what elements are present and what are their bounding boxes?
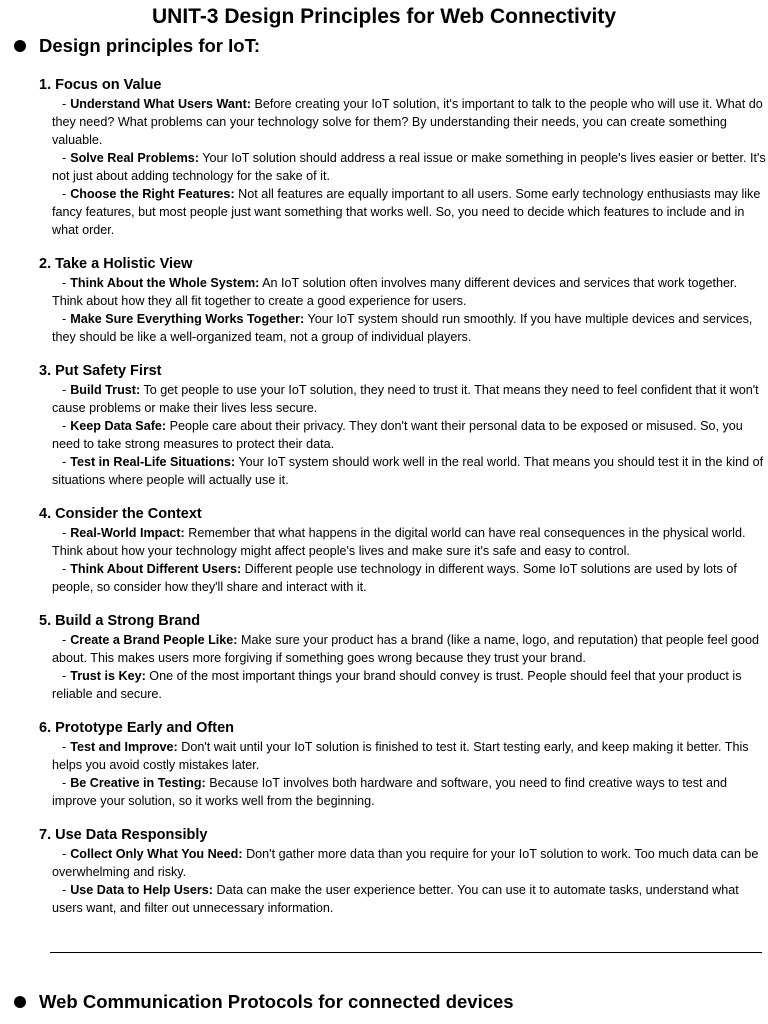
point-text: Your IoT system should work well in the real world. That means you should test it in the kind of situations where people will actually use it. bbox=[52, 455, 764, 487]
point-label: Test and Improve: bbox=[70, 740, 178, 754]
principle-point: - Be Creative in Testing: Because IoT involves both hardware and software, you need to find creative ways to test and improve your solution, so it works well from the beginning. bbox=[52, 776, 728, 808]
heading-text: Design principles for IoT: bbox=[39, 35, 260, 56]
principle-point: - Choose the Right Features: Not all features are equally important to all users. Some early technology enthusiasts may like fancy features, but most people just want something that works well. So, you need to decide which features to include and in what order. bbox=[52, 187, 761, 237]
section-heading-web-protocols bbox=[14, 990, 514, 1014]
point-label: Keep Data Safe: bbox=[70, 419, 167, 433]
point-label: Collect Only What You Need: bbox=[70, 847, 243, 861]
page-title: UNIT-3 Design Principles for Web Connectivity bbox=[151, 5, 617, 28]
principle-section bbox=[38, 76, 766, 239]
point-text: Data can make the user experience better. You can use it to automate tasks, understand what users want, and filter out unnecessary information. bbox=[52, 883, 739, 915]
point-label: Be Creative in Testing: bbox=[70, 776, 206, 790]
principle-point: - Create a Brand People Like: Make sure your product has a brand (like a name, logo, and reputation) that people feel good about. This makes users more forgiving if something goes wrong because they trust your brand. bbox=[52, 633, 760, 665]
point-label: Make Sure Everything Works Together: bbox=[70, 312, 305, 326]
principle-section bbox=[38, 362, 766, 489]
principle-section bbox=[38, 719, 766, 810]
principle-point: - Build Trust: To get people to use your IoT solution, they need to trust it. That means they need to feel confident that it won't cause problems or make their lives less secure. bbox=[52, 383, 759, 415]
point-text: Don't wait until your IoT solution is finished to test it. Start testing early, and keep making it better. This helps you avoid costly mistakes later. bbox=[52, 740, 749, 772]
principle-title: 5. Build a Strong Brand bbox=[39, 613, 201, 629]
point-label: Create a Brand People Like: bbox=[70, 633, 238, 647]
principle-point: - Think About the Whole System: An IoT solution often involves many different devices and services that work together. Think about how they all fit together to create a good experience for users. bbox=[52, 276, 738, 308]
point-text: To get people to use your IoT solution, they need to trust it. That means they need to feel confident that it won't cause problems or make their lives less secure. bbox=[52, 383, 759, 415]
principle-point: - Keep Data Safe: People care about their privacy. They don't want their personal data to be exposed or misused. So, you need to take strong measures to protect their data. bbox=[52, 419, 743, 451]
point-text: Don't gather more data than you require for your IoT solution to work. Too much data can be overwhelming and risky. bbox=[52, 847, 759, 879]
point-label: Think About the Whole System: bbox=[70, 276, 260, 290]
principle-point: - Collect Only What You Need: Don't gather more data than you require for your IoT solution to work. Too much data can be overwhelming and risky. bbox=[52, 847, 759, 879]
point-text: Remember that what happens in the digital world can have real consequences in the physical world. Think about how your technology might affect people's lives and make sure it's safe and easy to control. bbox=[52, 526, 746, 558]
principle-point: - Understand What Users Want: Before creating your IoT solution, it's important to talk to the people who will use it. What do they need? What problems can your technology solve for them? By understanding their needs, you can create something valuable. bbox=[52, 97, 763, 147]
point-text: Because IoT involves both hardware and software, you need to find creative ways to test and improve your solution, so it works well from the beginning. bbox=[52, 776, 728, 808]
section-divider bbox=[50, 952, 762, 953]
point-text: Different people use technology in different ways. Some IoT solutions are used by lots of people, so consider how they'll share and interact with it. bbox=[52, 562, 737, 594]
bullet-icon bbox=[14, 996, 26, 1008]
principle-title: 6. Prototype Early and Often bbox=[39, 720, 234, 736]
principle-point: - Solve Real Problems: Your IoT solution should address a real issue or make something in people's lives easier or better. It's not just about adding technology for the sake of it. bbox=[52, 151, 766, 183]
principle-title: 4. Consider the Context bbox=[39, 506, 202, 522]
point-label: Choose the Right Features: bbox=[70, 187, 235, 201]
point-label: Test in Real-Life Situations: bbox=[70, 455, 236, 469]
bullet-icon bbox=[14, 40, 26, 52]
point-text: An IoT solution often involves many different devices and services that work together. Think about how they all fit together to create a good experience for users. bbox=[52, 276, 738, 308]
principle-point: - Think About Different Users: Different people use technology in different ways. Some IoT solutions are used by lots of people, so consider how they'll share and interact with it. bbox=[52, 562, 737, 594]
principle-title: 2. Take a Holistic View bbox=[39, 256, 193, 272]
principle-point: - Use Data to Help Users: Data can make the user experience better. You can use it to automate tasks, understand what users want, and filter out unnecessary information. bbox=[52, 883, 739, 915]
principle-title: 3. Put Safety First bbox=[39, 363, 162, 379]
principle-point: - Test and Improve: Don't wait until your IoT solution is finished to test it. Start testing early, and keep making it better. This helps you avoid costly mistakes later. bbox=[52, 740, 749, 772]
principle-title: 1. Focus on Value bbox=[39, 77, 162, 93]
point-label: Trust is Key: bbox=[70, 669, 146, 683]
point-text: One of the most important things your brand should convey is trust. People should feel that your product is reliable and secure. bbox=[52, 669, 742, 701]
point-label: Use Data to Help Users: bbox=[70, 883, 213, 897]
principles-list bbox=[38, 76, 766, 933]
principle-section bbox=[38, 826, 766, 917]
principle-section bbox=[38, 505, 766, 596]
point-label: Solve Real Problems: bbox=[70, 151, 199, 165]
section-heading-design-principles bbox=[14, 34, 260, 58]
point-text: Not all features are equally important to all users. Some early technology enthusiasts may like fancy features, but most people just want something that works well. So, you need to decide which features to include and in what order. bbox=[52, 187, 761, 237]
principle-title: 7. Use Data Responsibly bbox=[39, 827, 208, 843]
principle-point: - Make Sure Everything Works Together: Your IoT system should run smoothly. If you have multiple devices and services, they should be like a well-organized team, not a group of individual players. bbox=[52, 312, 753, 344]
point-text: Your IoT solution should address a real issue or make something in people's lives easier or better. It's not just about adding technology for the sake of it. bbox=[52, 151, 766, 183]
principle-point: - Test in Real-Life Situations: Your IoT system should work well in the real world. That means you should test it in the kind of situations where people will actually use it. bbox=[52, 455, 764, 487]
principle-section bbox=[38, 612, 766, 703]
point-text: Make sure your product has a brand (like a name, logo, and reputation) that people feel good about. This makes users more forgiving if something goes wrong because they trust your brand. bbox=[52, 633, 760, 665]
point-label: Think About Different Users: bbox=[70, 562, 242, 576]
principle-point: - Trust is Key: One of the most important things your brand should convey is trust. People should feel that your product is reliable and secure. bbox=[52, 669, 742, 701]
point-label: Real-World Impact: bbox=[70, 526, 185, 540]
point-text: Your IoT system should run smoothly. If you have multiple devices and services, they should be like a well-organized team, not a group of individual players. bbox=[52, 312, 753, 344]
point-label: Build Trust: bbox=[70, 383, 141, 397]
point-text: People care about their privacy. They don't want their personal data to be exposed or misused. So, you need to take strong measures to protect their data. bbox=[52, 419, 743, 451]
principle-point: - Real-World Impact: Remember that what happens in the digital world can have real consequences in the physical world. Think about how your technology might affect people's lives and make sure it's safe and easy to control. bbox=[52, 526, 746, 558]
point-text: Before creating your IoT solution, it's important to talk to the people who will use it. What do they need? What problems can your technology solve for them? By understanding their needs, you can create something valuable. bbox=[52, 97, 763, 147]
heading-text: Web Communication Protocols for connected devices bbox=[39, 991, 514, 1012]
principle-section bbox=[38, 255, 766, 346]
point-label: Understand What Users Want: bbox=[70, 97, 251, 111]
